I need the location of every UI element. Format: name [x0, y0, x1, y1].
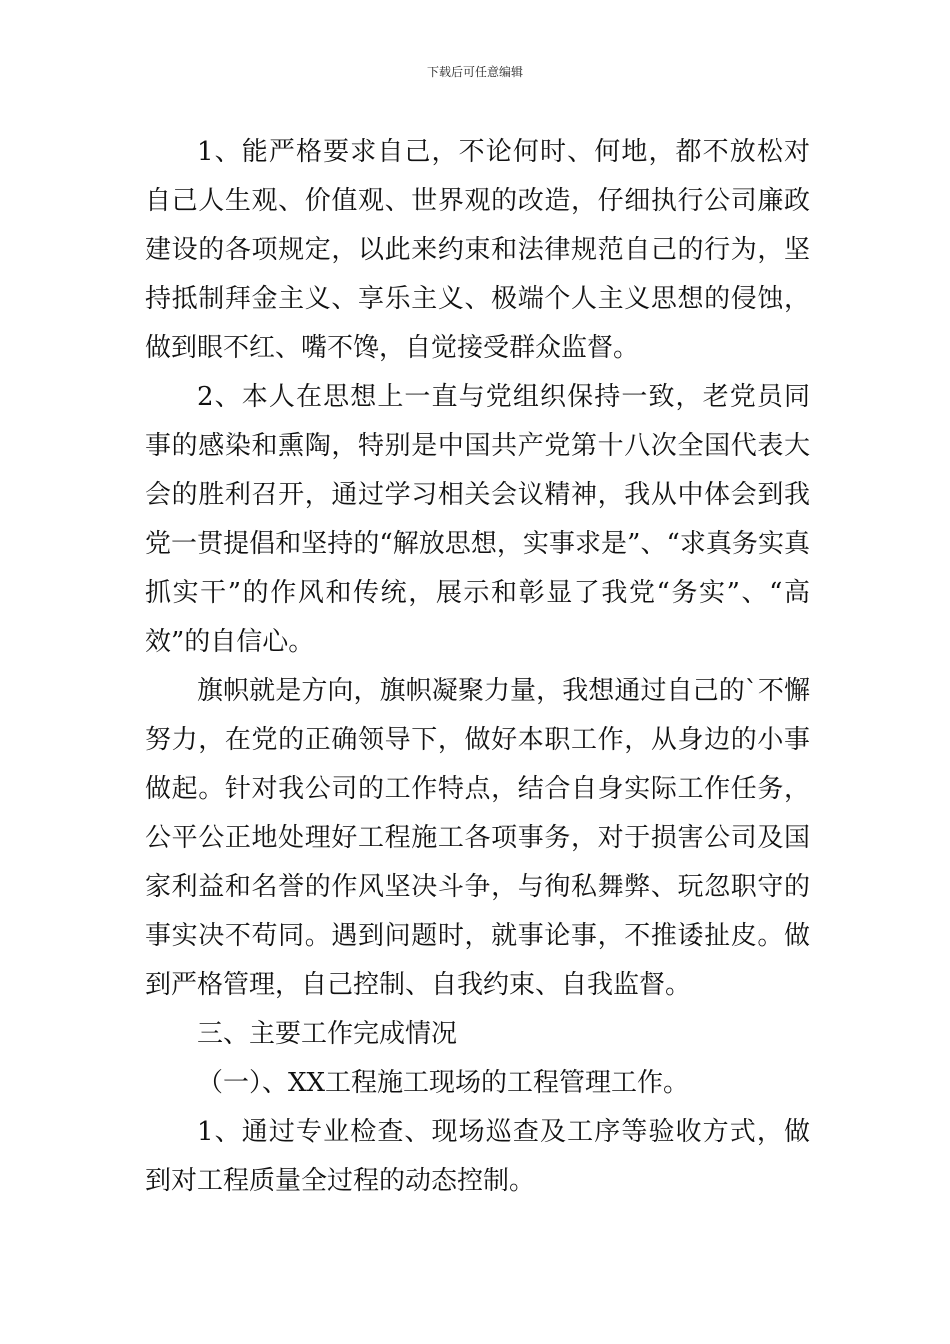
paragraph-banner: 旗帜就是方向，旗帜凝聚力量，我想通过自己的`不懈努力，在党的正确领导下，做好本职工作，从身边的小事做起。针对我公司的工作特点，结合自身实际工作任务，公平公正地处理好工程施工各项事务，对于损害公司及国家利益和名誉的作风坚决斗争，与徇私舞弊、玩忽职守的事实决不苟同。遇到问题时，就事论事，不推诿扯皮。做到严格管理，自己控制、自我约束、自我监督。 — [145, 676, 810, 1000]
paragraph-party-alignment: 2、本人在思想上一直与党组织保持一致，老党员同事的感染和熏陶，特别是中国共产党第十八次全国代表大会的胜利召开，通过学习相关会议精神，我从中体会到我党一贯提倡和坚持的“解放思想，实事求是”、“求真务实真抓实干”的作风和传统，展示和彰显了我党“务实”、“高效”的自信心。 — [145, 382, 810, 657]
section-heading-work-completion: 三、主要工作完成情况 — [197, 1019, 458, 1049]
document-body — [145, 128, 810, 1206]
paragraph-integrity: 1、能严格要求自己，不论何时、何地，都不放松对自己人生观、价值观、世界观的改造，仔细执行公司廉政建设的各项规定，以此来约束和法律规范自己的行为，坚持抵制拜金主义、享乐主义、极端个人主义思想的侵蚀，做到眼不红、嘴不馋，自觉接受群众监督。 — [145, 137, 810, 363]
paragraph-quality-control: 1、通过专业检查、现场巡查及工序等验收方式，做到对工程质量全过程的动态控制。 — [145, 1117, 810, 1196]
page-header-note: 下载后可任意编辑 — [426, 65, 523, 79]
subsection-heading-site-management: （一）、XX工程施工现场的工程管理工作。 — [197, 1068, 690, 1098]
